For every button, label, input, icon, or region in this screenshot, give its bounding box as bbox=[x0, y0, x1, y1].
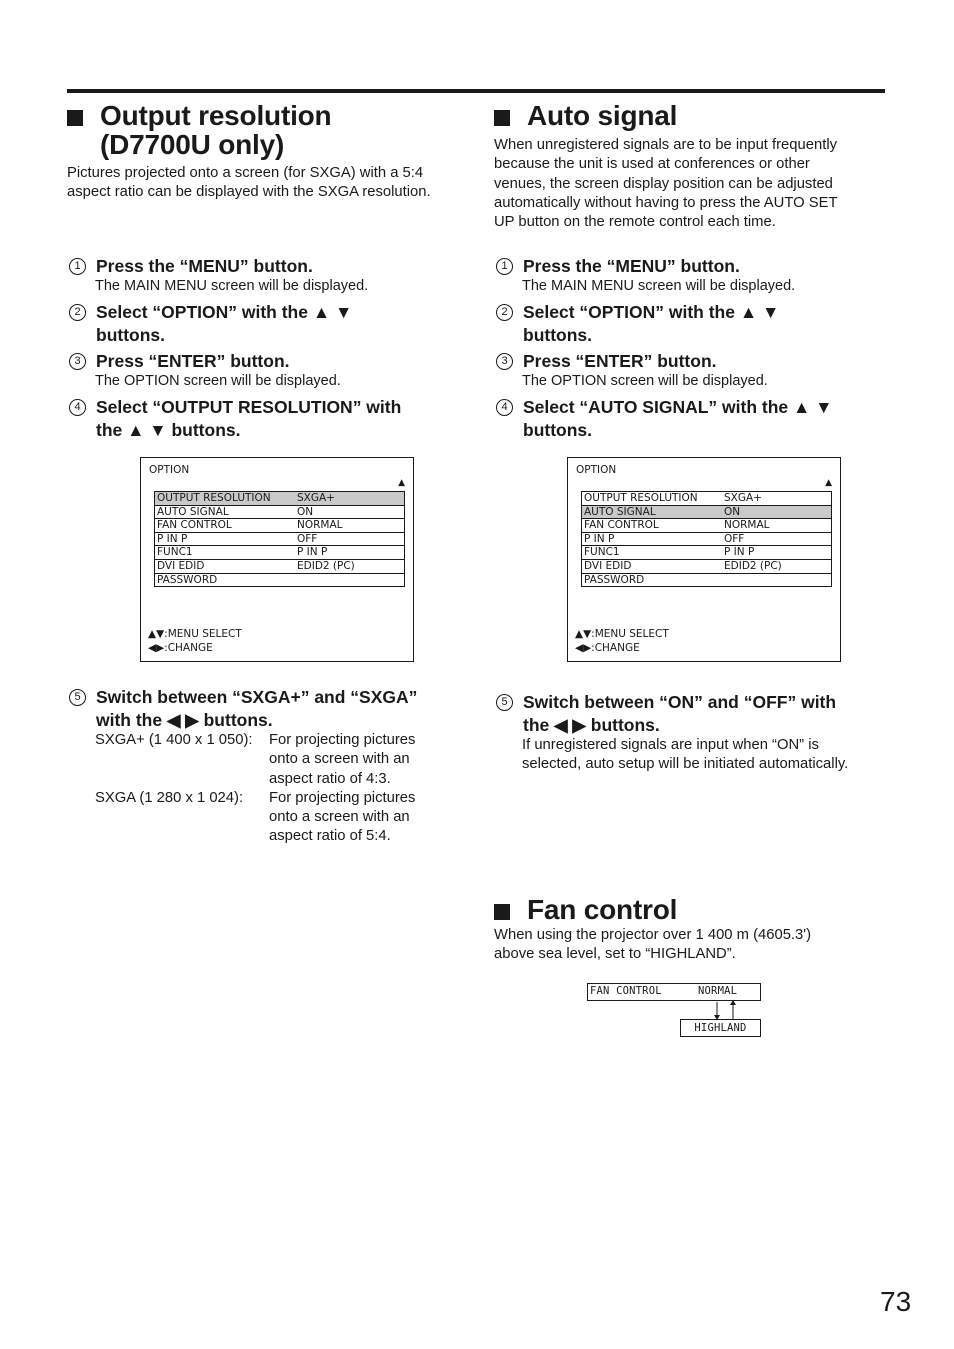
osd-footer: ▲▼:MENU SELECT ◀▶:CHANGE bbox=[148, 628, 242, 654]
step-number-icon: 5 bbox=[496, 694, 513, 711]
right-step-4: 4 Select “AUTO SIGNAL” with the ▲ ▼ buttons. bbox=[496, 396, 886, 442]
osd-row: OUTPUT RESOLUTION SXGA+ bbox=[582, 492, 832, 506]
right-step-3-note: The OPTION screen will be displayed. bbox=[522, 373, 768, 389]
square-bullet-icon bbox=[494, 110, 510, 126]
step-number-icon: 2 bbox=[496, 304, 513, 321]
osd-row: P IN P OFF bbox=[582, 532, 832, 546]
left-step-1: 1 Press the “MENU” button. bbox=[69, 255, 459, 278]
output-resolution-intro: Pictures projected onto a screen (for SXGA) with a 5:4 aspect ratio can be displayed with the SXGA resolution. bbox=[67, 165, 431, 201]
step-number-icon: 3 bbox=[496, 353, 513, 370]
step-number-icon: 1 bbox=[69, 258, 86, 275]
osd-row: PASSWORD bbox=[582, 573, 832, 587]
right-step-5-note: If unregistered signals are input when “ON” is selected, auto setup will be initiated automatically. bbox=[522, 737, 849, 773]
osd-row: AUTO SIGNAL ON bbox=[155, 505, 405, 519]
page-number: 73 bbox=[880, 1286, 912, 1317]
osd-row: FUNC1 P IN P bbox=[582, 546, 832, 560]
step-number-icon: 5 bbox=[69, 689, 86, 706]
fan-value-normal: NORMAL bbox=[698, 985, 738, 997]
fan-control-label: FAN CONTROL bbox=[590, 985, 662, 997]
step-number-icon: 4 bbox=[69, 399, 86, 416]
top-rule bbox=[67, 89, 885, 93]
fan-control-text: When using the projector over 1 400 m (4605.3') above sea level, set to “HIGHLAND”. bbox=[494, 927, 812, 963]
toggle-arrows-icon bbox=[710, 999, 740, 1021]
option-row: SXGA (1 280 x 1 024): For projecting pictures onto a screen with an aspect ratio of 5:4. bbox=[95, 789, 416, 845]
step-number-icon: 4 bbox=[496, 399, 513, 416]
up-arrow-icon: ▲ bbox=[825, 478, 832, 488]
step-number-icon: 3 bbox=[69, 353, 86, 370]
left-step-3-note: The OPTION screen will be displayed. bbox=[95, 373, 341, 389]
osd-row: PASSWORD bbox=[155, 573, 405, 587]
fan-value-highland: HIGHLAND bbox=[680, 1019, 761, 1037]
option-row: SXGA+ (1 400 x 1 050): For projecting pictures onto a screen with an aspect ratio of 4:3. bbox=[95, 732, 416, 787]
osd-menu-table bbox=[581, 491, 832, 587]
osd-row: AUTO SIGNAL ON bbox=[582, 505, 832, 519]
left-step-4: 4 Select “OUTPUT RESOLUTION” with the ▲ ▼ buttons. bbox=[69, 396, 459, 442]
right-step-3: 3 Press “ENTER” button. bbox=[496, 350, 886, 373]
step-number-icon: 2 bbox=[69, 304, 86, 321]
left-step-3: 3 Press “ENTER” button. bbox=[69, 350, 459, 373]
right-step-2: 2 Select “OPTION” with the ▲ ▼ buttons. bbox=[496, 301, 886, 347]
osd-title: OPTION bbox=[576, 464, 617, 476]
osd-row: FAN CONTROL NORMAL bbox=[582, 519, 832, 533]
square-bullet-icon bbox=[494, 904, 510, 920]
osd-menu-table bbox=[154, 491, 405, 587]
right-step-5: 5 Switch between “ON” and “OFF” with the ◀ ▶ buttons. bbox=[496, 691, 886, 737]
osd-row: DVI EDID EDID2 (PC) bbox=[582, 559, 832, 573]
left-step-2: 2 Select “OPTION” with the ▲ ▼ buttons. bbox=[69, 301, 459, 347]
section-title-output-resolution: Output resolution (D7700U only) bbox=[67, 101, 467, 159]
step-number-icon: 1 bbox=[496, 258, 513, 275]
auto-signal-intro: When unregistered signals are to be input frequently because the unit is used at conferences or other venues, the screen display position can be adjusted automatically without having to press the AUTO SET UP button on the remote control each time. bbox=[494, 137, 838, 231]
square-bullet-icon bbox=[67, 110, 83, 126]
section-title-fan-control: Fan control bbox=[494, 895, 884, 924]
right-step-1: 1 Press the “MENU” button. bbox=[496, 255, 886, 278]
section-title-auto-signal: Auto signal bbox=[494, 101, 884, 130]
osd-row: DVI EDID EDID2 (PC) bbox=[155, 559, 405, 573]
osd-footer: ▲▼:MENU SELECT ◀▶:CHANGE bbox=[575, 628, 669, 654]
up-arrow-icon: ▲ bbox=[398, 478, 405, 488]
osd-title: OPTION bbox=[149, 464, 190, 476]
osd-row: OUTPUT RESOLUTION SXGA+ bbox=[155, 492, 405, 506]
osd-row: P IN P OFF bbox=[155, 532, 405, 546]
option-screen-right bbox=[567, 457, 841, 662]
resolution-options bbox=[95, 731, 415, 847]
left-step-1-note: The MAIN MENU screen will be displayed. bbox=[95, 278, 369, 294]
left-step-5: 5 Switch between “SXGA+” and “SXGA” with the ◀ ▶ buttons. bbox=[69, 686, 459, 732]
osd-row: FAN CONTROL NORMAL bbox=[155, 519, 405, 533]
option-screen-left bbox=[140, 457, 414, 662]
osd-row: FUNC1 P IN P bbox=[155, 546, 405, 560]
right-step-1-note: The MAIN MENU screen will be displayed. bbox=[522, 278, 796, 294]
